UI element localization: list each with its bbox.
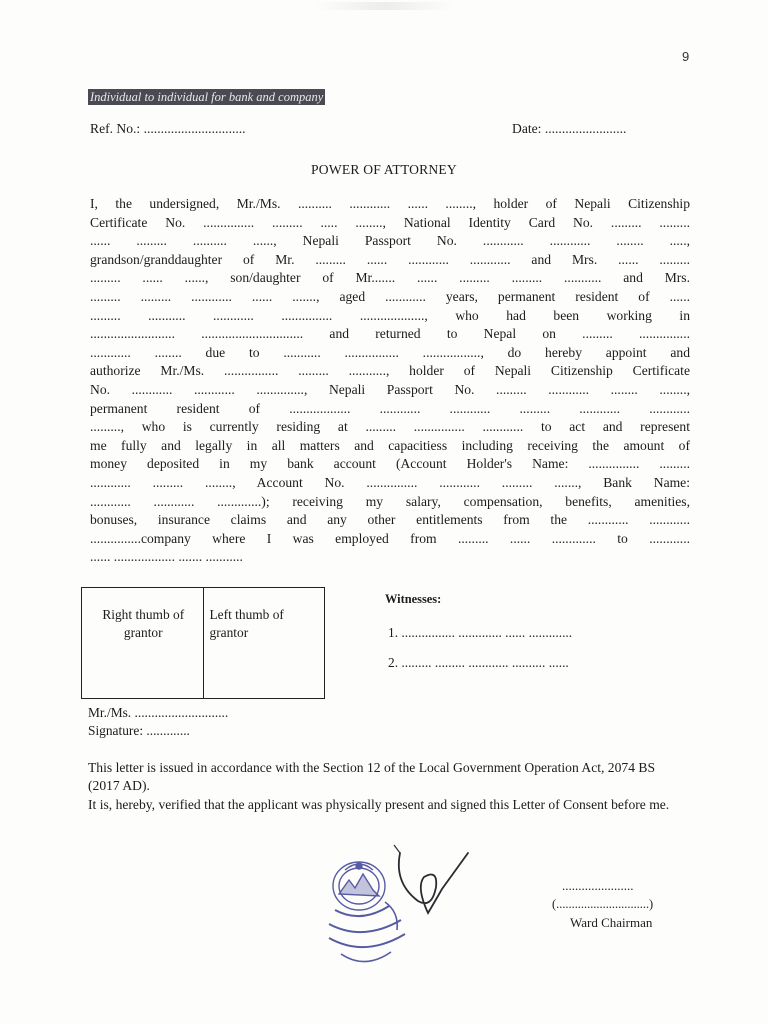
body-line: ........., who is currently residing at ......... ............... ............ to act and represent [90,419,690,435]
body-line: authorize Mr./Ms. ................ ......... ..........., holder of Nepali Citizenship Certificate [90,363,690,379]
body-line: ............ ........ due to ........... ................ ................., do hereby appoint and [90,344,690,360]
grantor-name-line: Mr./Ms. ............................ [88,705,229,720]
body-line: ......................... .............................. and returned to Nepal on ......... ............... [90,326,690,342]
body-line: grandson/granddaughter of Mr. ......... ...... ............ ............ and Mrs. ...... ......... [90,251,690,267]
chairman-signature [388,843,478,928]
document-title: POWER OF ATTORNEY [311,162,457,177]
witness-line-2: 2. ......... ......... ............ .......... ...... [388,655,569,670]
body-line: No. ............ ............ .............., Nepali Passport No. ......... ............ ........ ........, [90,381,690,397]
thumbprint-box [81,587,325,699]
body-line: ...............company where I was employed from ......... ...... ............. to ............ [90,530,690,546]
body-line: permanent resident of .................. ............ ............ ......... ............ ............ [90,400,690,416]
chairman-name-line: (..............................) [552,897,654,911]
form-type-label: Individual to individual for bank and company [90,90,324,104]
chairman-title: Ward Chairman [570,915,653,930]
body-line: ...... .................. ....... ........... [90,549,243,565]
signature-scribble [388,843,478,923]
body-line: me fully and legally in all matters and capacitiess including receiving the amount of [90,437,690,453]
body-line: ...... ......... .......... ......, Nepali Passport No. ............ ............ ........ ....., [90,233,690,249]
issuance-note: This letter is issued in accordance with the Section 12 of the Local Government Operation Act, 2074 BS (2017 AD). [88,760,656,794]
body-line: ............ ......... ........, Account No. ............... ............ ......... ......., Bank Name: [90,474,690,490]
left-thumb-cell: Left thumb of grantor [203,588,325,698]
body-line: ......... ........... ............ ............... ..................., who had been working in [90,307,690,323]
witness-line-1: 1. ................ ............. ...... ............. [388,625,573,640]
body-line: ............ ............ .............); receiving my salary, compensation, benefits, amenities, [90,493,690,509]
page-number: 9 [682,49,690,64]
verification-note: It is, hereby, verified that the applicant was physically present and signed this Letter of Consent before me. [88,797,670,812]
reference-number-line: Ref. No.: .............................. [90,121,246,136]
chairman-signature-line: ...................... [562,878,634,893]
date-line: Date: ........................ [512,121,627,136]
body-line: I, the undersigned, Mr./Ms. .......... ............ ...... ........, holder of Nepali Citizenship [90,196,690,211]
grantor-signature-line: Signature: ............. [88,723,190,738]
body-line: bonuses, insurance claims and any other entitlements from the ............ ............ [90,512,690,528]
body-line: money deposited in my bank account (Account Holder's Name: ............... ......... [90,456,690,472]
body-line: ......... ......... ............ ...... ......., aged ............ years, permanent resident of ...... [90,288,690,304]
right-thumb-cell: Right thumb of grantor [102,607,185,640]
body-line: Certificate No. ............... ......... ..... ........, National Identity Card No. ......... ......... [90,214,690,230]
body-line: ......... ...... ......, son/daughter of Mr....... ...... ......... ......... ........... and Mrs. [90,270,690,286]
attorney-body [90,195,690,567]
faint-top-mark [315,2,455,10]
witnesses-heading: Witnesses: [385,592,442,606]
